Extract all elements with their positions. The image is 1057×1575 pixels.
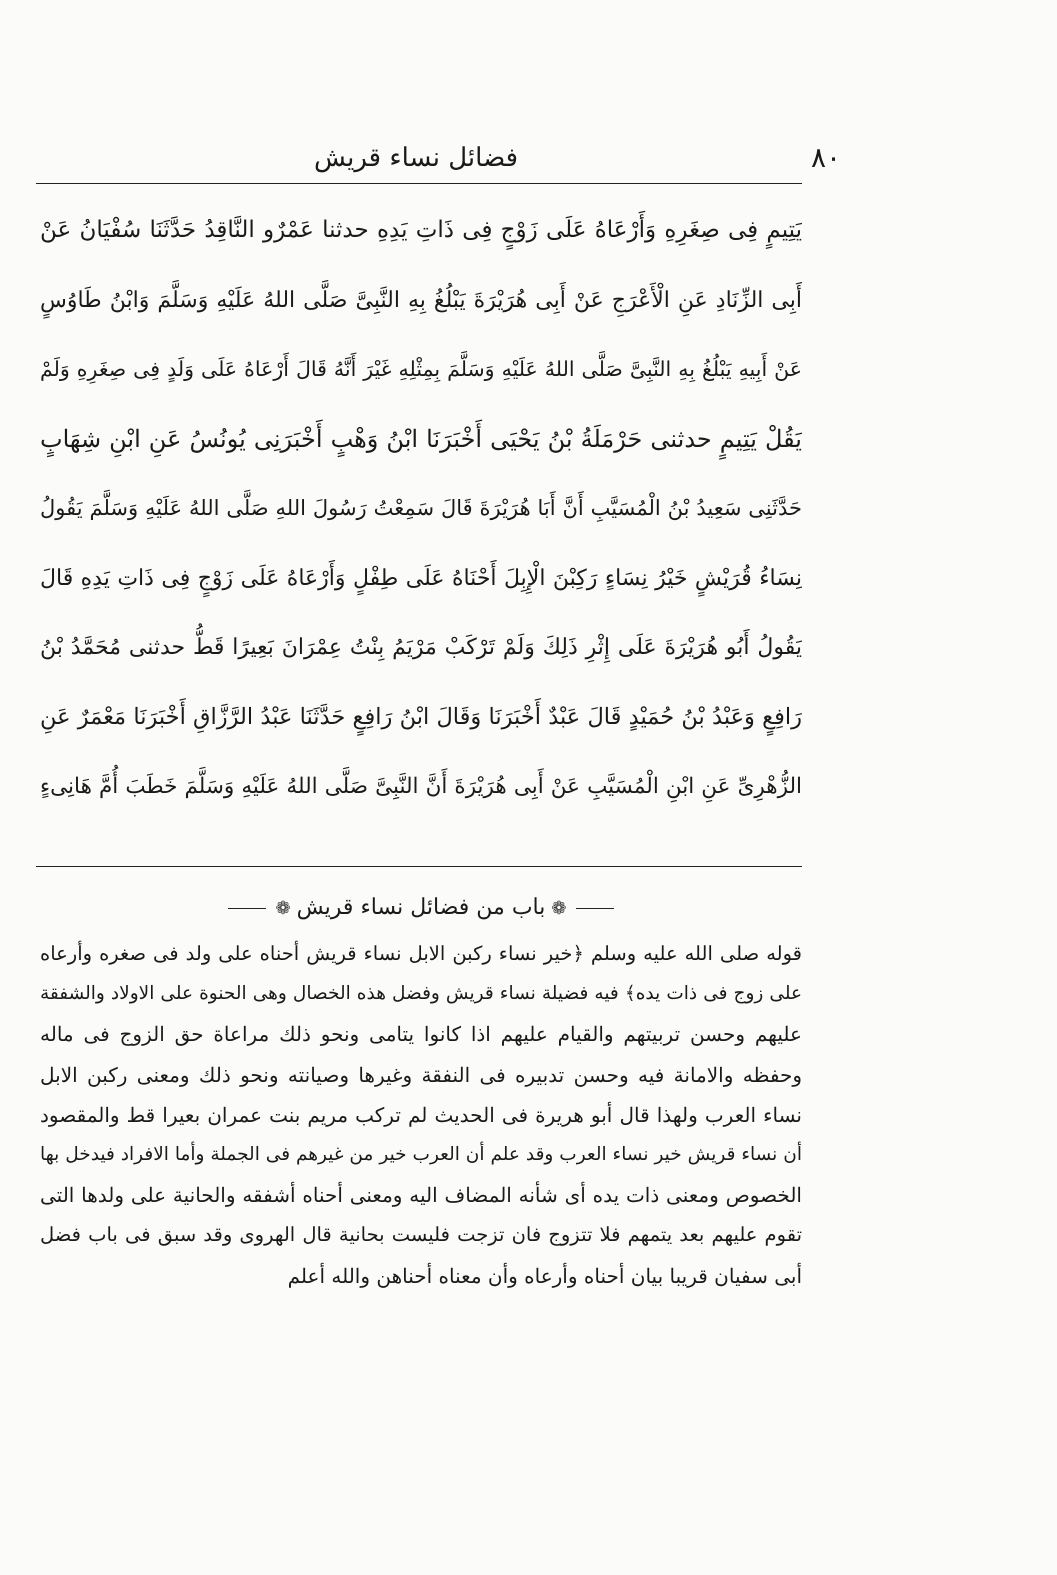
page-header (36, 138, 842, 178)
hadith-line: نِسَاءُ قُرَيْشٍ خَيْرُ نِسَاءٍ رَكِبْنَ الْإِبِلَ أَحْنَاهُ عَلَى طِفْلٍ وَأَرْعَاهُ عَلَى زَوْجٍ فِى ذَاتِ يَدِهِ قَالَ (40, 565, 802, 591)
hadith-line: عَنْ أَبِيهِ يَبْلُغُ بِهِ النَّبِىَّ صَلَّى اللهُ عَلَيْهِ وَسَلَّمَ بِمِثْلِهِ غَيْرَ أَنَّهُ قَالَ أَرْعَاهُ عَلَى وَلَدٍ فِى صِغَرِهِ وَلَمْ (40, 357, 802, 381)
ornament-icon: ❁ (275, 898, 291, 919)
hadith-line: أَبِى الزِّنَادِ عَنِ الْأَعْرَجِ عَنْ أَبِى هُرَيْرَةَ يَبْلُغُ بِهِ النَّبِىَّ صَلَّى اللهُ عَلَيْهِ وَسَلَّمَ وَابْنُ طَاوُسٍ (40, 287, 802, 313)
section-divider (36, 866, 802, 867)
commentary-line: عليهم وحسن تربيتهم والقيام عليهم اذا كانوا يتامى ونحو ذلك مراعاة حق الزوج فى ماله (40, 1022, 802, 1047)
header-rule (36, 183, 802, 184)
heading-dash-right (228, 908, 266, 909)
ornament-icon: ❁ (551, 898, 567, 919)
section-heading-text: باب من فضائل نساء قريش (296, 895, 546, 920)
hadith-line: رَافِعٍ وَعَبْدُ بْنُ حُمَيْدٍ قَالَ عَبْدٌ أَخْبَرَنَا وَقَالَ ابْنُ رَافِعٍ حَدَّثَنَا عَبْدُ الرَّزَّاقِ أَخْبَرَنَا مَعْمَرٌ عَنِ (40, 703, 802, 730)
hadith-line: الزُّهْرِىِّ عَنِ ابْنِ الْمُسَيَّبِ عَنْ أَبِى هُرَيْرَةَ أَنَّ النَّبِىَّ صَلَّى اللهُ عَلَيْهِ وَسَلَّمَ خَطَبَ أُمَّ هَانِىءٍ (40, 774, 802, 799)
hadith-line: يَتِيمٍ فِى صِغَرِهِ وَأَرْعَاهُ عَلَى زَوْجٍ فِى ذَاتِ يَدِهِ حدثنا عَمْرٌو النَّاقِدُ حَدَّثَنَا سُفْيَانُ عَنْ (40, 217, 802, 243)
hadith-line: يَقُولُ أَبُو هُرَيْرَةَ عَلَى إِثْرِ ذَلِكَ وَلَمْ تَرْكَبْ مَرْيَمُ بِنْتُ عِمْرَانَ بَعِيرًا قَطُّ حدثنى مُحَمَّدُ بْنُ (40, 635, 802, 660)
commentary-line: نساء العرب ولهذا قال أبو هريرة فى الحديث لم تركب مريم بنت عمران بعيرا قط والمقصود (40, 1102, 802, 1127)
commentary-line: على زوج فى ذات يده﴾ فيه فضيلة نساء قريش وفضل هذه الخصال وهى الحنوة على الاولاد والشفقة (40, 983, 802, 1005)
hadith-text-block (40, 196, 802, 822)
heading-dash-left (576, 908, 614, 909)
commentary-line: أبى سفيان قريبا بيان أحناه وأرعاه وأن معناه أحناهن والله أعلم (287, 1263, 802, 1288)
commentary-line: الخصوص ومعنى ذات يده أى شأنه المضاف اليه ومعنى أحناه أشفقه والحانية على ولدها التى (40, 1183, 802, 1208)
commentary-line: تقوم عليهم بعد يتمهم فلا تتزوج فان تزجت فليست بحانية قال الهروى وقد سبق فى باب فضل (40, 1223, 802, 1247)
commentary-line: أن نساء قريش خير نساء العرب وقد علم أن العرب خير من غيرهم فى الجملة وأما الافراد فيدخل بها (40, 1143, 802, 1165)
commentary-line: وحفظه والامانة فيه وحسن تدبيره فى النفقة وغيرها وصيانته ونحو ذلك ومعنى ركبن الابل (40, 1062, 802, 1087)
running-title: فضائل نساء قريش (313, 143, 519, 173)
section-heading (40, 888, 802, 928)
hadith-line: حَدَّثَنِى سَعِيدُ بْنُ الْمُسَيَّبِ أَنَّ أَبَا هُرَيْرَةَ قَالَ سَمِعْتُ رَسُولَ اللهِ صَلَّى اللهُ عَلَيْهِ وَسَلَّمَ يَقُولُ (40, 496, 802, 520)
hadith-line: يَقُلْ يَتِيمٍ حدثنى حَرْمَلَةُ بْنُ يَحْيَى أَخْبَرَنَا ابْنُ وَهْبٍ أَخْبَرَنِى يُونُسُ عَنِ ابْنِ شِهَابٍ (40, 424, 802, 453)
commentary-line: قوله صلى الله عليه وسلم ﴿خير نساء ركبن الابل نساء قريش أحناه على ولد فى صغره وأرعاه (40, 942, 802, 965)
commentary-block (40, 934, 802, 1296)
page-number: ٨٠ (810, 141, 842, 174)
